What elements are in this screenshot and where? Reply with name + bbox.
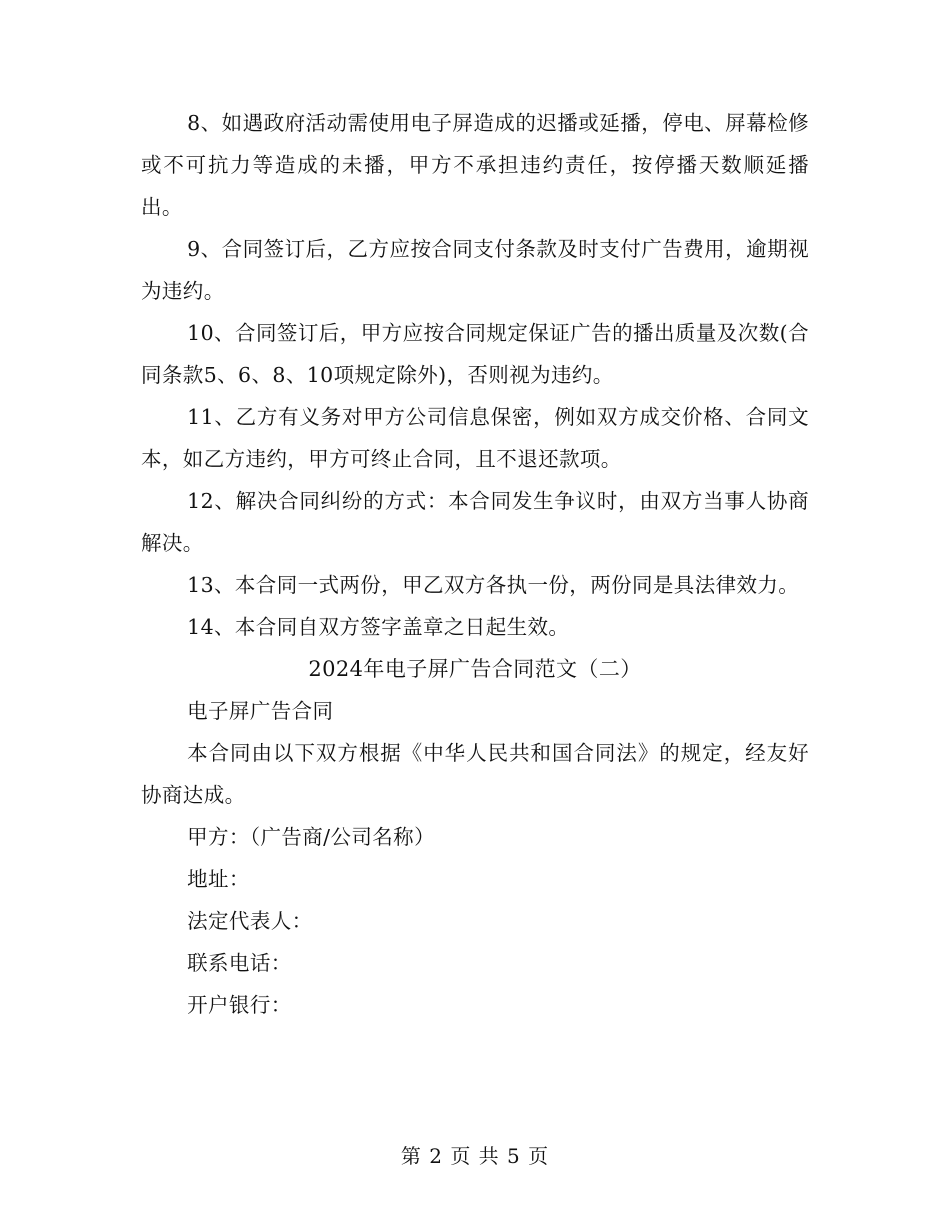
legal-representative-field: 法定代表人： [187,909,313,933]
clause-9: 9、合同签订后，乙方应按合同支付条款及时支付广告费用，逾期视为违约。 [141,237,809,303]
bank-field: 开户银行： [187,993,292,1017]
party-a-field: 甲方：（广告商/公司名称） [187,825,435,849]
document-body [141,102,809,1026]
address-field: 地址： [187,867,250,891]
clause-14: 14、本合同自双方签字盖章之日起生效。 [187,615,570,639]
clause-8: 8、如遇政府活动需使用电子屏造成的迟播或延播，停电、屏幕检修或不可抗力等造成的未播，甲方不承担违约责任，按停播天数顺延播出。 [141,111,809,219]
page-number: 第 2 页 共 5 页 [400,1144,550,1168]
section-title: 2024年电子屏广告合同范文（二） [308,657,642,681]
clause-12: 12、解决合同纠纷的方式：本合同发生争议时，由双方当事人协商解决。 [141,489,809,555]
phone-field: 联系电话： [187,951,292,975]
clause-13: 13、本合同一式两份，甲乙双方各执一份，两份同是具法律效力。 [187,573,800,597]
contract-preamble: 本合同由以下双方根据《中华人民共和国合同法》的规定，经友好协商达成。 [141,741,809,807]
clause-10: 10、合同签订后，甲方应按合同规定保证广告的播出质量及次数(合同条款5、6、8、10项规定除外)，否则视为违约。 [141,321,809,387]
contract-name: 电子屏广告合同 [187,699,334,723]
clause-11: 11、乙方有义务对甲方公司信息保密，例如双方成交价格、合同文本，如乙方违约，甲方可终止合同，且不退还款项。 [141,405,809,471]
